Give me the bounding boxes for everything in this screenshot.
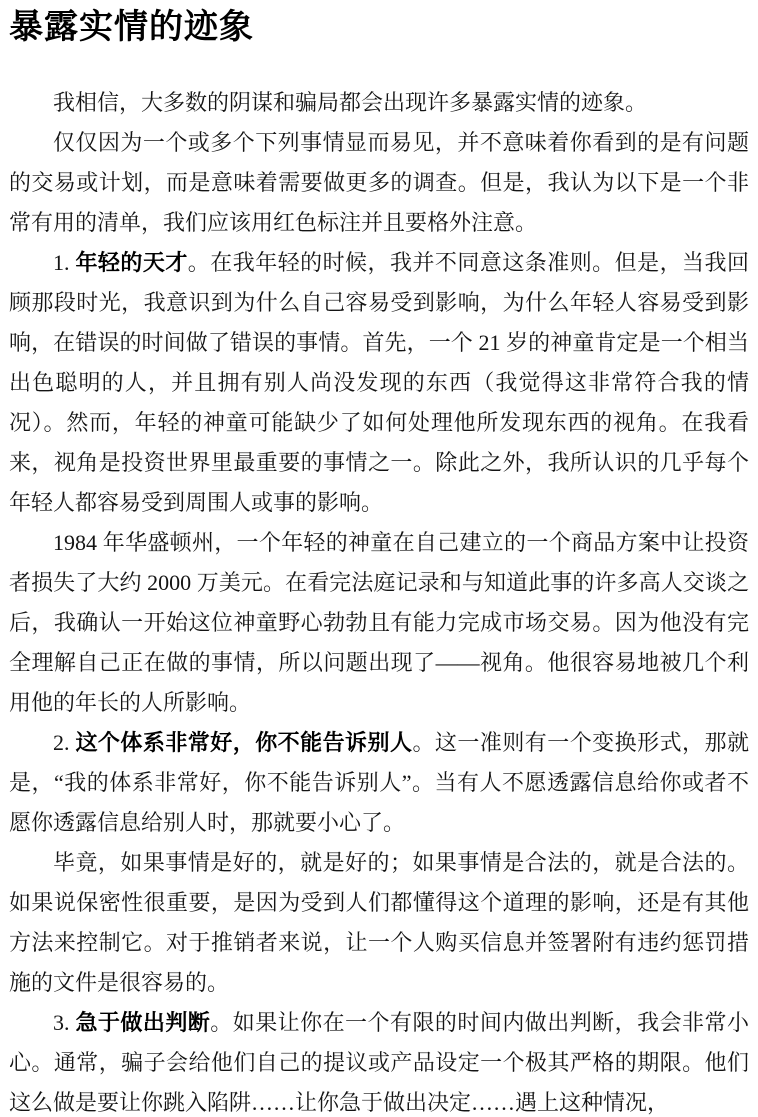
paragraph-text: 这一准则有一个变换形式，那就是，“我的体系非常好，你不能告诉别人”。当有人不愿透露信息给你或者不愿你透露信息给别人时，那就要小心了。 xyxy=(9,730,749,835)
item-heading: 急于做出判断 xyxy=(75,1010,211,1035)
paragraph xyxy=(9,723,749,843)
paragraph xyxy=(9,83,749,123)
item-number: 2. xyxy=(53,730,76,755)
paragraph xyxy=(9,843,749,1003)
item-heading: 年轻的天才 xyxy=(75,250,188,275)
item-heading: 这个体系非常好，你不能告诉别人 xyxy=(75,730,413,755)
paragraph xyxy=(9,243,749,523)
paragraph-text: 1984 年华盛顿州，一个年轻的神童在自己建立的一个商品方案中让投资者损失了大约 2000 万美元。在看完法庭记录和与知道此事的许多高人交谈之后，我确认一开始这位神童野心勃勃且有能力完成市场交易。因为他没有完全理解自己正在做的事情，所以问题出现了——视角。他很容易地被几个利用他的年长的人所影响。 xyxy=(9,530,749,715)
paragraph xyxy=(9,523,749,723)
paragraph xyxy=(9,123,749,243)
paragraph-text: 毕竟，如果事情是好的，就是好的；如果事情是合法的，就是合法的。如果说保密性很重要，是因为受到人们都懂得这个道理的影响，还是有其他方法来控制它。对于推销者来说，让一个人购买信息并签署附有违约惩罚措施的文件是很容易的。 xyxy=(9,850,749,995)
paragraph-text: 仅仅因为一个或多个下列事情显而易见，并不意味着你看到的是有问题的交易或计划，而是意味着需要做更多的调查。但是，我认为以下是一个非常有用的清单，我们应该用红色标注并且要格外注意。 xyxy=(9,130,749,235)
item-heading-separator: 。 xyxy=(412,730,435,755)
paragraph-text: 我相信，大多数的阴谋和骗局都会出现许多暴露实情的迹象。 xyxy=(53,90,648,115)
item-number: 3. xyxy=(53,1010,76,1035)
item-heading-separator: 。 xyxy=(187,250,211,275)
item-number: 1. xyxy=(53,250,76,275)
paragraph-text: 在我年轻的时候，我并不同意这条准则。但是，当我回顾那段时光，我意识到为什么自己容易受到影响，为什么年轻人容易受到影响，在错误的时间做了错误的事情。首先，一个 21 岁的神童肯定是一个相当出色聪明的人，并且拥有别人尚没发现的东西（我觉得这非常符合我的情况）。然而，年轻的神童可能缺少了如何处理他所发现东西的视角。在我看来，视角是投资世界里最重要的事情之一。除此之外，我所认识的几乎每个年轻人都容易受到周围人或事的影响。 xyxy=(9,250,749,515)
item-heading-separator: 。 xyxy=(210,1010,233,1035)
body-text xyxy=(9,83,749,1117)
paragraph-text: 如果让你在一个有限的时间内做出判断，我会非常小心。通常，骗子会给他们自己的提议或产品设定一个极其严格的期限。他们这么做是要让你跳入陷阱……让你急于做出决定……遇上这种情况， xyxy=(9,1010,749,1115)
page-title: 暴露实情的迹象 xyxy=(9,8,254,46)
paragraph xyxy=(9,1003,749,1117)
